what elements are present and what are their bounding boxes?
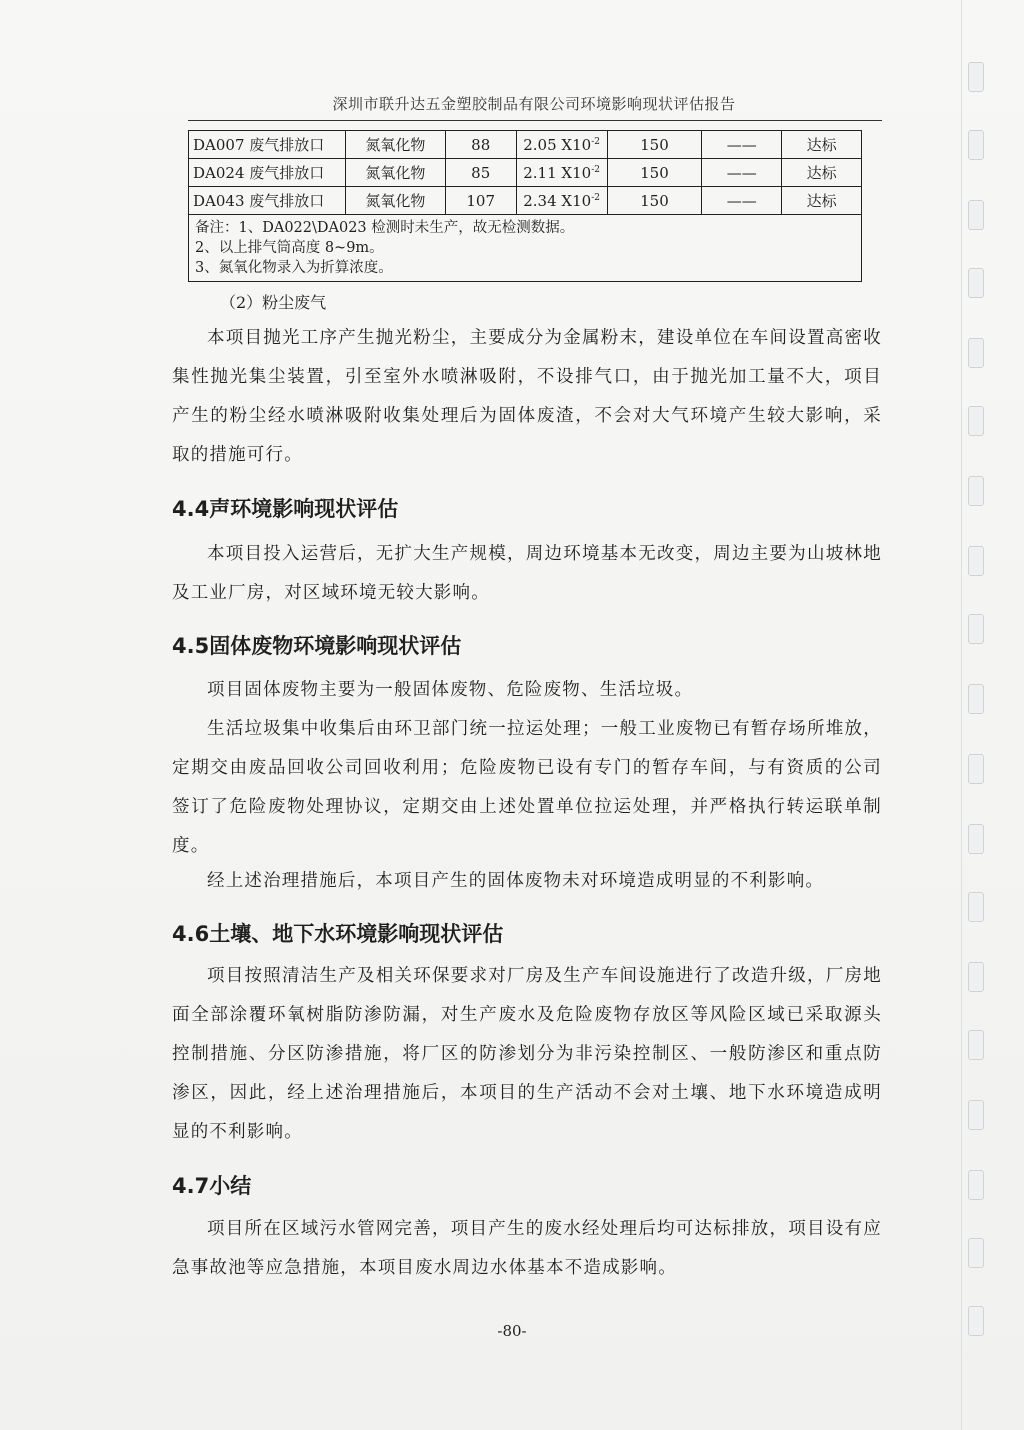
dust-paragraph: 本项目抛光工序产生抛光粉尘，主要成分为金属粉末，建设单位在车间设置高密收集性抛光集尘装置，引至室外水喷淋吸附，不设排气口，由于抛光加工量不大，项目产生的粉尘经水喷淋吸附收集处理后为固体废渣，不会对大气环境产生较大影响，采取的措施可行。 (172, 328, 882, 465)
binding-hole (968, 200, 984, 230)
header-rule (188, 120, 882, 121)
binding-hole (968, 754, 984, 784)
concentration-cell: 107 (445, 187, 516, 215)
rate-exponent: -2 (591, 192, 600, 203)
binding-hole (968, 268, 984, 298)
section-4-6-paragraph: 项目按照清洁生产及相关环保要求对厂房及生产车间设施进行了改造升级，厂房地面全部涂覆环氧树脂防渗防漏，对生产废水及危险废物存放区等风险区域已采取源头控制措施、分区防渗措施，将厂区的防渗划分为非污染控制区、一般防渗区和重点防渗区，因此，经上述治理措施后，本项目的生产活动不会对土壤、地下水环境造成明显的不利影响。 (172, 966, 882, 1142)
pollutant-cell: 氮氧化物 (345, 187, 445, 215)
rate-limit-cell: —— (702, 187, 782, 215)
binding-hole (968, 130, 984, 160)
binding-hole (968, 962, 984, 992)
binding-hole (968, 614, 984, 644)
section-title-4-6: 4.6土壤、地下水环境影响现状评估 (172, 922, 504, 946)
section-4-5-paragraph-2: 生活垃圾集中收集后由环卫部门统一拉运处理；一般工业废物已有暂存场所堆放，定期交由废品回收公司回收利用；危险废物已设有专门的暂存车间，与有资质的公司签订了危险废物处理协议，定期交由上述处置单位拉运处理，并严格执行转运联单制度。 (172, 719, 882, 856)
section-4-7-paragraph: 项目所在区域污水管网完善，项目产生的废水经处理后均可达标排放，项目设有应急事故池等应急措施，本项目废水周边水体基本不造成影响。 (172, 1219, 882, 1278)
rate-exponent: -2 (591, 136, 600, 147)
result-cell: 达标 (782, 187, 862, 215)
table-row (189, 131, 862, 159)
rate-value: 2.11 X10 (523, 163, 592, 182)
rate-value: 2.05 X10 (523, 135, 592, 154)
section-4-5-paragraph-1: 项目固体废物主要为一般固体废物、危险废物、生活垃圾。 (207, 680, 694, 700)
result-cell: 达标 (782, 159, 862, 187)
table-row (189, 187, 862, 215)
concentration-cell: 88 (445, 131, 516, 159)
section-title-4-7: 4.7小结 (172, 1174, 252, 1198)
rate-exponent: -2 (591, 164, 600, 175)
binding-hole (968, 1170, 984, 1200)
section-4-5-paragraph-3: 经上述治理措施后，本项目产生的固体废物未对环境造成明显的不利影响。 (207, 871, 825, 891)
table-note: 3、氮氧化物录入为折算浓度。 (195, 260, 393, 276)
binding-hole (968, 406, 984, 436)
section-title-4-4: 4.4声环境影响现状评估 (172, 497, 399, 521)
table-notes-row (189, 215, 862, 282)
binding-hole (968, 824, 984, 854)
concentration-cell: 85 (445, 159, 516, 187)
binding-hole (968, 476, 984, 506)
binding-hole (968, 1238, 984, 1268)
table-notes (189, 215, 862, 282)
table-note: 2、以上排气筒高度 8~9m。 (195, 240, 384, 256)
binding-hole (968, 546, 984, 576)
rate-cell (516, 187, 607, 215)
section-4-4-paragraph: 本项目投入运营后，无扩大生产规模，周边环境基本无改变，周边主要为山坡林地及工业厂房，对区域环境无较大影响。 (172, 544, 882, 603)
rate-value: 2.34 X10 (523, 191, 592, 210)
binding-hole (968, 1030, 984, 1060)
binding-hole (968, 1100, 984, 1130)
pollutant-cell: 氮氧化物 (345, 131, 445, 159)
outlet-cell: DA043 废气排放口 (189, 187, 346, 215)
page-edge-line (961, 0, 962, 1430)
binding-hole (968, 62, 984, 92)
limit-cell: 150 (607, 131, 702, 159)
table-row (189, 159, 862, 187)
binding-hole (968, 684, 984, 714)
section-title-4-5: 4.5固体废物环境影响现状评估 (172, 634, 462, 658)
rate-cell (516, 131, 607, 159)
page-header: 深圳市联升达五金塑胶制品有限公司环境影响现状评估报告 (332, 95, 736, 113)
outlet-cell: DA007 废气排放口 (189, 131, 346, 159)
page-number: -80- (497, 1322, 527, 1340)
outlet-cell: DA024 废气排放口 (189, 159, 346, 187)
rate-limit-cell: —— (702, 131, 782, 159)
dust-subheading: （2）粉尘废气 (220, 293, 327, 312)
rate-limit-cell: —— (702, 159, 782, 187)
result-cell: 达标 (782, 131, 862, 159)
binding-hole (968, 892, 984, 922)
limit-cell: 150 (607, 187, 702, 215)
pollutant-cell: 氮氧化物 (345, 159, 445, 187)
emission-table (188, 130, 862, 282)
limit-cell: 150 (607, 159, 702, 187)
table-note: 备注：1、DA022\DA023 检测时未生产，故无检测数据。 (195, 220, 575, 236)
rate-cell (516, 159, 607, 187)
binding-hole (968, 338, 984, 368)
binding-holes (964, 0, 984, 1430)
